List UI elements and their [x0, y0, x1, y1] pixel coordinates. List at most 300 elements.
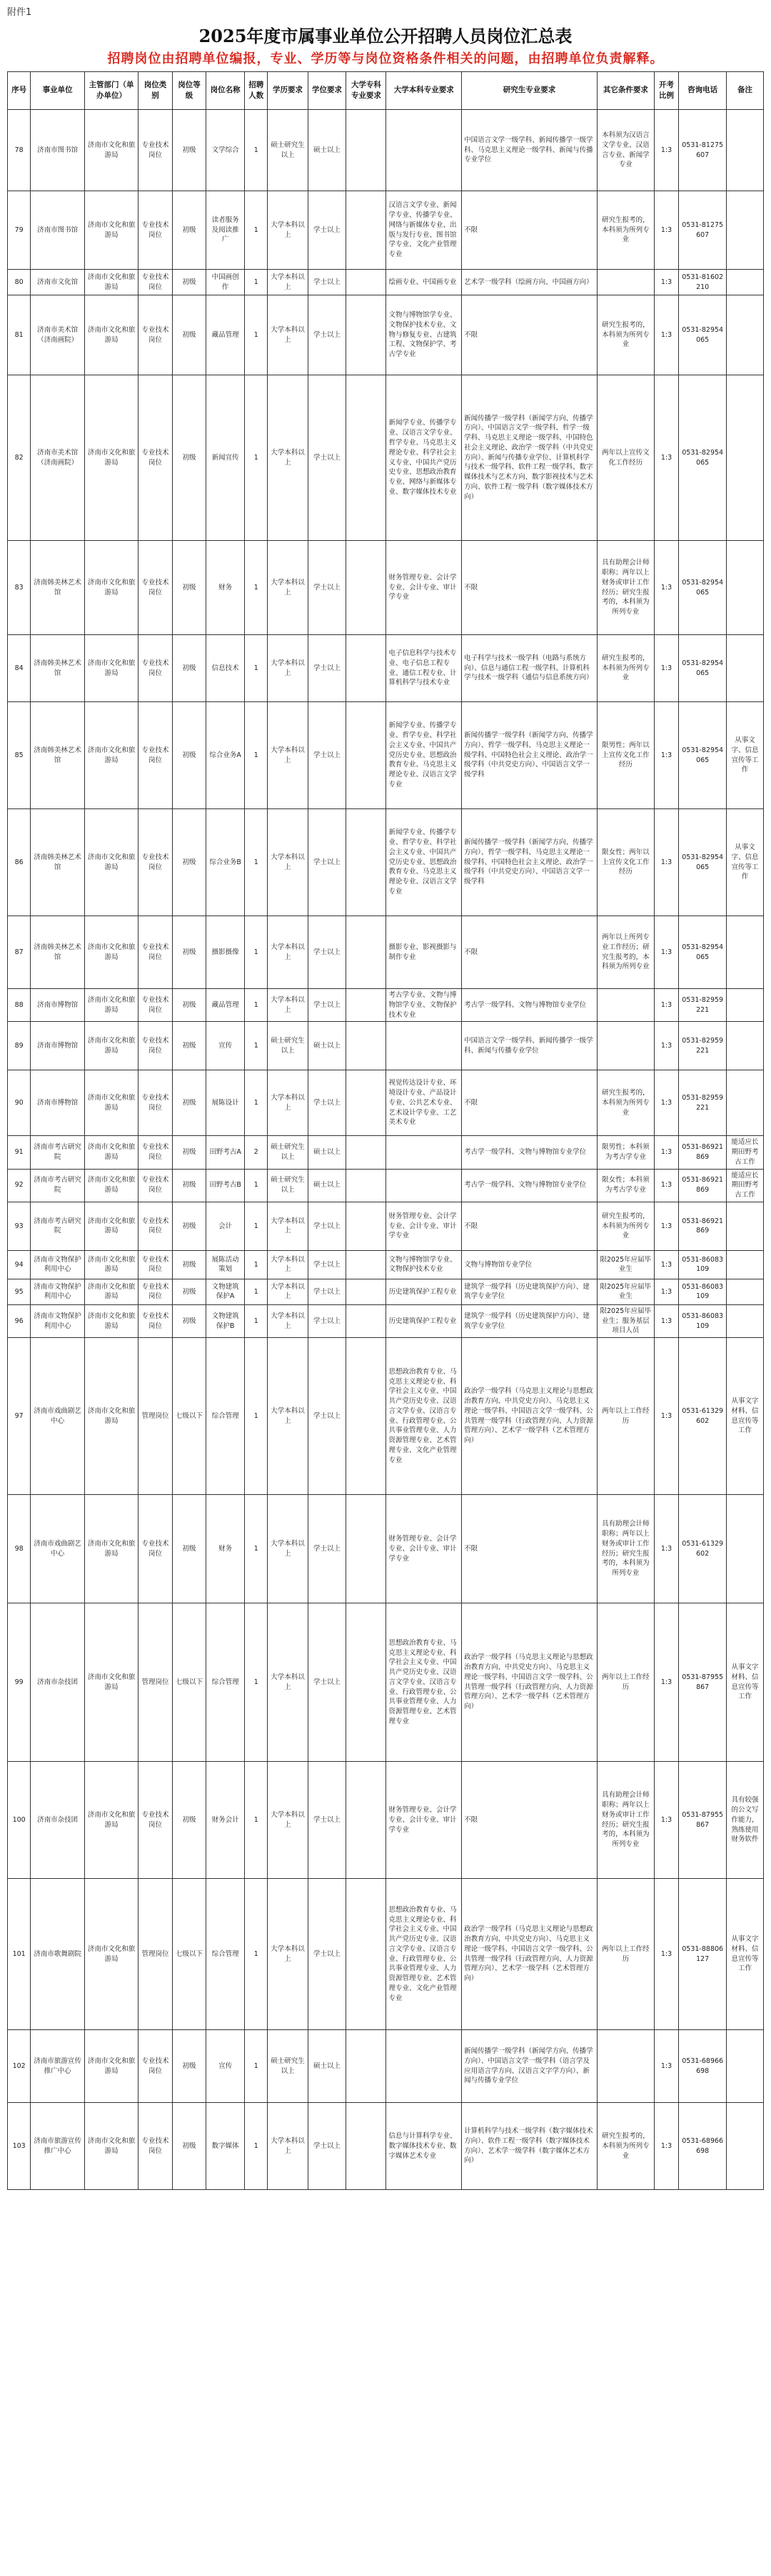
- row-number: 79: [8, 191, 31, 270]
- column-header: 岗位等级: [172, 72, 206, 110]
- dept-cell: 济南市文化和旅游局: [84, 295, 138, 375]
- type-cell: 专业技术岗位: [138, 1202, 172, 1250]
- table-row: [8, 270, 764, 295]
- position-name-cell: 新闻宣传: [206, 375, 245, 541]
- column-header: 研究生专业要求: [462, 72, 598, 110]
- position-name-cell: 综合管理: [206, 1338, 245, 1495]
- degree-cell: 学士以上: [308, 809, 346, 916]
- position-name-cell: 展陈活动策划: [206, 1250, 245, 1279]
- position-name-cell: 藏品管理: [206, 989, 245, 1022]
- type-cell: 专业技术岗位: [138, 110, 172, 191]
- type-cell: 专业技术岗位: [138, 1250, 172, 1279]
- phone-cell: 0531-87955867: [679, 1762, 727, 1879]
- unit-cell: 济南市歌舞剧院: [31, 1879, 84, 2030]
- exam-ratio-cell: 1:3: [654, 1495, 679, 1603]
- phone-cell: 0531-82954065: [679, 702, 727, 809]
- education-cell: 大学本科以上: [268, 375, 308, 541]
- dept-cell: 济南市文化和旅游局: [84, 1338, 138, 1495]
- column-header: 大学专科专业要求: [346, 72, 386, 110]
- note-cell: [727, 110, 764, 191]
- table-row: [8, 1279, 764, 1304]
- unit-cell: 济南市文物保护利用中心: [31, 1304, 84, 1337]
- note-cell: [727, 1022, 764, 1070]
- other-requirements-cell: 研究生报考的，本科须为所列专业: [597, 295, 654, 375]
- unit-cell: 济南韩美林艺术馆: [31, 702, 84, 809]
- phone-cell: 0531-81275607: [679, 110, 727, 191]
- position-name-cell: 文学综合: [206, 110, 245, 191]
- row-number: 85: [8, 702, 31, 809]
- headcount-cell: 1: [245, 191, 268, 270]
- note-cell: 从事文字材料、信息宣传等工作: [727, 1603, 764, 1762]
- unit-cell: 济南韩美林艺术馆: [31, 541, 84, 635]
- bachelor-major-cell: 财务管理专业、会计学专业、会计专业、审计学专业: [386, 541, 462, 635]
- row-number: 95: [8, 1279, 31, 1304]
- dept-cell: 济南市文化和旅游局: [84, 1250, 138, 1279]
- other-requirements-cell: 限女性；本科须为考古学专业: [597, 1169, 654, 1202]
- bachelor-major-cell: 财务管理专业、会计学专业、会计专业、审计学专业: [386, 1762, 462, 1879]
- college-major-cell: [346, 1022, 386, 1070]
- table-row: [8, 1169, 764, 1202]
- position-name-cell: 会计: [206, 1202, 245, 1250]
- table-row: [8, 1762, 764, 1879]
- unit-cell: 济南市考古研究院: [31, 1136, 84, 1169]
- note-cell: [727, 375, 764, 541]
- phone-cell: 0531-68966698: [679, 2103, 727, 2190]
- education-cell: 大学本科以上: [268, 1070, 308, 1136]
- degree-cell: 学士以上: [308, 702, 346, 809]
- row-number: 87: [8, 916, 31, 989]
- row-number: 93: [8, 1202, 31, 1250]
- education-cell: 大学本科以上: [268, 1338, 308, 1495]
- college-major-cell: [346, 1495, 386, 1603]
- position-name-cell: 宣传: [206, 1022, 245, 1070]
- table-row: [8, 191, 764, 270]
- other-requirements-cell: [597, 989, 654, 1022]
- positions-table: [7, 71, 764, 2190]
- headcount-cell: 1: [245, 1603, 268, 1762]
- education-cell: 大学本科以上: [268, 1495, 308, 1603]
- table-row: [8, 989, 764, 1022]
- phone-cell: 0531-82954065: [679, 809, 727, 916]
- exam-ratio-cell: 1:3: [654, 1762, 679, 1879]
- note-cell: [727, 1495, 764, 1603]
- degree-cell: 学士以上: [308, 916, 346, 989]
- bachelor-major-cell: [386, 1136, 462, 1169]
- graduate-major-cell: 电子科学与技术一级学科（电路与系统方向）、信息与通信工程一级学科、计算机科学与技术一级学科（通信与信息系统方向）: [462, 635, 598, 702]
- table-row: [8, 295, 764, 375]
- unit-cell: 济南市博物馆: [31, 1022, 84, 1070]
- bachelor-major-cell: 汉语言文学专业、新闻学专业、传播学专业、网络与新媒体专业、出版与发行专业、图书馆学专业、文化产业管理专业: [386, 191, 462, 270]
- dept-cell: 济南市文化和旅游局: [84, 635, 138, 702]
- headcount-cell: 1: [245, 635, 268, 702]
- bachelor-major-cell: 新闻学专业、传播学专业、汉语言文学专业、哲学专业、马克思主义理论专业、科学社会主义专业、中国共产党历史专业、思想政治教育专业、网络与新媒体专业、数字媒体技术专业: [386, 375, 462, 541]
- exam-ratio-cell: 1:3: [654, 809, 679, 916]
- exam-ratio-cell: 1:3: [654, 916, 679, 989]
- row-number: 91: [8, 1136, 31, 1169]
- education-cell: 硕士研究生以上: [268, 1022, 308, 1070]
- note-cell: 从事文字、信息宣传等工作: [727, 702, 764, 809]
- type-cell: 专业技术岗位: [138, 989, 172, 1022]
- bachelor-major-cell: 信息与计算科学专业、数字媒体技术专业、数字媒体艺术专业: [386, 2103, 462, 2190]
- note-cell: 能适应长期田野考古工作: [727, 1169, 764, 1202]
- education-cell: 大学本科以上: [268, 1762, 308, 1879]
- unit-cell: 济南市考古研究院: [31, 1169, 84, 1202]
- dept-cell: 济南市文化和旅游局: [84, 375, 138, 541]
- phone-cell: 0531-81602210: [679, 270, 727, 295]
- row-number: 78: [8, 110, 31, 191]
- note-cell: [727, 2103, 764, 2190]
- position-name-cell: 田野考古B: [206, 1169, 245, 1202]
- college-major-cell: [346, 1338, 386, 1495]
- college-major-cell: [346, 1279, 386, 1304]
- bachelor-major-cell: 考古学专业、文物与博物馆学专业、文物保护技术专业: [386, 989, 462, 1022]
- level-cell: 初级: [172, 2030, 206, 2103]
- bachelor-major-cell: 思想政治教育专业、马克思主义理论专业、科学社会主义专业、中国共产党历史专业、汉语言文学专业、汉语言专业、行政管理专业、公共事业管理专业、人力资源管理专业、艺术管理专业、文化产业管理专业: [386, 1879, 462, 2030]
- graduate-major-cell: 不限: [462, 916, 598, 989]
- dept-cell: 济南市文化和旅游局: [84, 2030, 138, 2103]
- row-number: 82: [8, 375, 31, 541]
- row-number: 102: [8, 2030, 31, 2103]
- education-cell: 大学本科以上: [268, 809, 308, 916]
- type-cell: 专业技术岗位: [138, 191, 172, 270]
- level-cell: 初级: [172, 989, 206, 1022]
- note-cell: [727, 295, 764, 375]
- level-cell: 初级: [172, 1304, 206, 1337]
- type-cell: 专业技术岗位: [138, 1070, 172, 1136]
- exam-ratio-cell: 1:3: [654, 1169, 679, 1202]
- degree-cell: 学士以上: [308, 989, 346, 1022]
- column-header: 招聘人数: [245, 72, 268, 110]
- degree-cell: 硕士以上: [308, 1169, 346, 1202]
- level-cell: 初级: [172, 1070, 206, 1136]
- dept-cell: 济南市文化和旅游局: [84, 1070, 138, 1136]
- unit-cell: 济南市美术馆（济南画院）: [31, 295, 84, 375]
- college-major-cell: [346, 1762, 386, 1879]
- education-cell: 硕士研究生以上: [268, 2030, 308, 2103]
- headcount-cell: 1: [245, 916, 268, 989]
- headcount-cell: 1: [245, 1070, 268, 1136]
- college-major-cell: [346, 635, 386, 702]
- other-requirements-cell: 本科须为汉语言文学专业、汉语言专业、新闻学专业: [597, 110, 654, 191]
- column-header: 学历要求: [268, 72, 308, 110]
- type-cell: 专业技术岗位: [138, 1136, 172, 1169]
- headcount-cell: 1: [245, 375, 268, 541]
- college-major-cell: [346, 2103, 386, 2190]
- graduate-major-cell: 中国语言文学一级学科、新闻传播学一级学科、新闻与传播专业学位: [462, 1022, 598, 1070]
- position-name-cell: 文物建筑保护A: [206, 1279, 245, 1304]
- degree-cell: 学士以上: [308, 635, 346, 702]
- row-number: 103: [8, 2103, 31, 2190]
- table-row: [8, 110, 764, 191]
- headcount-cell: 1: [245, 1279, 268, 1304]
- type-cell: 专业技术岗位: [138, 635, 172, 702]
- notice-text: 招聘岗位由招聘单位编报，专业、学历等与岗位资格条件相关的问题，由招聘单位负责解释。: [107, 51, 664, 66]
- position-name-cell: 文物建筑保护B: [206, 1304, 245, 1337]
- note-cell: 能适应长期田野考古工作: [727, 1136, 764, 1169]
- education-cell: 大学本科以上: [268, 270, 308, 295]
- headcount-cell: 1: [245, 1250, 268, 1279]
- column-header: 备注: [727, 72, 764, 110]
- education-cell: 大学本科以上: [268, 191, 308, 270]
- degree-cell: 学士以上: [308, 270, 346, 295]
- unit-cell: 济南市旅游宣传推广中心: [31, 2103, 84, 2190]
- bachelor-major-cell: 电子信息科学与技术专业、电子信息工程专业、通信工程专业、计算机科学与技术专业: [386, 635, 462, 702]
- exam-ratio-cell: 1:3: [654, 270, 679, 295]
- education-cell: 硕士研究生以上: [268, 110, 308, 191]
- position-name-cell: 财务: [206, 1495, 245, 1603]
- education-cell: 大学本科以上: [268, 2103, 308, 2190]
- degree-cell: 硕士以上: [308, 2030, 346, 2103]
- education-cell: 大学本科以上: [268, 1304, 308, 1337]
- education-cell: 大学本科以上: [268, 1250, 308, 1279]
- exam-ratio-cell: 1:3: [654, 2030, 679, 2103]
- row-number: 94: [8, 1250, 31, 1279]
- table-row: [8, 1304, 764, 1337]
- dept-cell: 济南市文化和旅游局: [84, 1495, 138, 1603]
- dept-cell: 济南市文化和旅游局: [84, 1603, 138, 1762]
- headcount-cell: 1: [245, 2030, 268, 2103]
- other-requirements-cell: 限2025年应届毕业生: [597, 1250, 654, 1279]
- level-cell: 初级: [172, 2103, 206, 2190]
- bachelor-major-cell: 文物与博物馆学专业、文物保护技术专业、文物与修复专业、古建筑工程、文物保护学、考古学专业: [386, 295, 462, 375]
- college-major-cell: [346, 295, 386, 375]
- bachelor-major-cell: 财务管理专业、会计学专业、会计专业、审计学专业: [386, 1202, 462, 1250]
- other-requirements-cell: 两年以上所列专业工作经历；研究生报考的，本科须为所列专业: [597, 916, 654, 989]
- position-name-cell: 中国画创作: [206, 270, 245, 295]
- bachelor-major-cell: [386, 1022, 462, 1070]
- exam-ratio-cell: 1:3: [654, 1879, 679, 2030]
- note-cell: [727, 1279, 764, 1304]
- college-major-cell: [346, 110, 386, 191]
- headcount-cell: 1: [245, 541, 268, 635]
- education-cell: 大学本科以上: [268, 541, 308, 635]
- bachelor-major-cell: 新闻学专业、传播学专业、哲学专业、科学社会主义专业、中国共产党历史专业、思想政治教育专业、马克思主义理论专业、汉语言文学专业: [386, 702, 462, 809]
- college-major-cell: [346, 541, 386, 635]
- dept-cell: 济南市文化和旅游局: [84, 1169, 138, 1202]
- position-name-cell: 综合管理: [206, 1603, 245, 1762]
- dept-cell: 济南市文化和旅游局: [84, 1879, 138, 2030]
- row-number: 84: [8, 635, 31, 702]
- dept-cell: 济南市文化和旅游局: [84, 809, 138, 916]
- education-cell: 大学本科以上: [268, 295, 308, 375]
- row-number: 101: [8, 1879, 31, 2030]
- table-row: [8, 375, 764, 541]
- column-header: 岗位名称: [206, 72, 245, 110]
- college-major-cell: [346, 1603, 386, 1762]
- other-requirements-cell: [597, 270, 654, 295]
- column-header: 主管部门（单办单位）: [84, 72, 138, 110]
- graduate-major-cell: 政治学一级学科（马克思主义理论与思想政治教育方向、中共党史方向）、马克思主义理论一级学科、中国语言文学一级学科、公共管理一级学科（行政管理方向、人力资源管理方向）、艺术学一级学科（艺术管理方向）: [462, 1338, 598, 1495]
- position-name-cell: 综合业务A: [206, 702, 245, 809]
- dept-cell: 济南市文化和旅游局: [84, 1304, 138, 1337]
- headcount-cell: 1: [245, 1879, 268, 2030]
- level-cell: 七级以下: [172, 1603, 206, 1762]
- row-number: 97: [8, 1338, 31, 1495]
- degree-cell: 学士以上: [308, 541, 346, 635]
- headcount-cell: 1: [245, 1762, 268, 1879]
- college-major-cell: [346, 916, 386, 989]
- college-major-cell: [346, 1202, 386, 1250]
- exam-ratio-cell: 1:3: [654, 541, 679, 635]
- table-header-row: [8, 72, 764, 110]
- type-cell: 管理岗位: [138, 1879, 172, 2030]
- exam-ratio-cell: 1:3: [654, 375, 679, 541]
- graduate-major-cell: 建筑学一级学科（历史建筑保护方向）、建筑学专业学位: [462, 1304, 598, 1337]
- bachelor-major-cell: [386, 2030, 462, 2103]
- type-cell: 专业技术岗位: [138, 2030, 172, 2103]
- other-requirements-cell: 研究生报考的，本科须为所列专业: [597, 1070, 654, 1136]
- dept-cell: 济南市文化和旅游局: [84, 1202, 138, 1250]
- type-cell: 管理岗位: [138, 1603, 172, 1762]
- table-row: [8, 1136, 764, 1169]
- college-major-cell: [346, 191, 386, 270]
- dept-cell: 济南市文化和旅游局: [84, 191, 138, 270]
- headcount-cell: 1: [245, 270, 268, 295]
- college-major-cell: [346, 1136, 386, 1169]
- other-requirements-cell: [597, 1022, 654, 1070]
- dept-cell: 济南市文化和旅游局: [84, 270, 138, 295]
- exam-ratio-cell: 1:3: [654, 1022, 679, 1070]
- graduate-major-cell: 不限: [462, 1495, 598, 1603]
- type-cell: 专业技术岗位: [138, 1169, 172, 1202]
- type-cell: 专业技术岗位: [138, 375, 172, 541]
- other-requirements-cell: [597, 2030, 654, 2103]
- unit-cell: 济南市文物保护利用中心: [31, 1279, 84, 1304]
- table-row: [8, 1338, 764, 1495]
- headcount-cell: 2: [245, 1136, 268, 1169]
- degree-cell: 学士以上: [308, 1879, 346, 2030]
- exam-ratio-cell: 1:3: [654, 989, 679, 1022]
- position-name-cell: 信息技术: [206, 635, 245, 702]
- level-cell: 初级: [172, 916, 206, 989]
- note-cell: [727, 989, 764, 1022]
- education-cell: 大学本科以上: [268, 989, 308, 1022]
- type-cell: 专业技术岗位: [138, 2103, 172, 2190]
- other-requirements-cell: 两年以上宣传文化工作经历: [597, 375, 654, 541]
- phone-cell: 0531-86083109: [679, 1279, 727, 1304]
- dept-cell: 济南市文化和旅游局: [84, 1762, 138, 1879]
- degree-cell: 学士以上: [308, 1495, 346, 1603]
- position-name-cell: 财务: [206, 541, 245, 635]
- note-cell: [727, 1304, 764, 1337]
- note-cell: [727, 191, 764, 270]
- unit-cell: 济南市博物馆: [31, 989, 84, 1022]
- phone-cell: 0531-68966698: [679, 2030, 727, 2103]
- type-cell: 专业技术岗位: [138, 295, 172, 375]
- dept-cell: 济南市文化和旅游局: [84, 2103, 138, 2190]
- dept-cell: 济南市文化和旅游局: [84, 541, 138, 635]
- education-cell: 大学本科以上: [268, 635, 308, 702]
- table-row: [8, 1070, 764, 1136]
- phone-cell: 0531-82954065: [679, 541, 727, 635]
- level-cell: 初级: [172, 110, 206, 191]
- unit-cell: 济南市博物馆: [31, 1070, 84, 1136]
- other-requirements-cell: 两年以上工作经历: [597, 1338, 654, 1495]
- table-row: [8, 1022, 764, 1070]
- unit-cell: 济南市图书馆: [31, 110, 84, 191]
- college-major-cell: [346, 702, 386, 809]
- phone-cell: 0531-86921869: [679, 1169, 727, 1202]
- position-name-cell: 综合管理: [206, 1879, 245, 2030]
- phone-cell: 0531-82954065: [679, 375, 727, 541]
- other-requirements-cell: 研究生报考的，本科须为所列专业: [597, 635, 654, 702]
- other-requirements-cell: 研究生报考的，本科须为所列专业: [597, 2103, 654, 2190]
- headcount-cell: 1: [245, 989, 268, 1022]
- type-cell: 专业技术岗位: [138, 1279, 172, 1304]
- graduate-major-cell: 文物与博物馆专业学位: [462, 1250, 598, 1279]
- graduate-major-cell: 不限: [462, 541, 598, 635]
- college-major-cell: [346, 809, 386, 916]
- exam-ratio-cell: 1:3: [654, 635, 679, 702]
- dept-cell: 济南市文化和旅游局: [84, 916, 138, 989]
- phone-cell: 0531-61329602: [679, 1338, 727, 1495]
- note-cell: 具有较强的公文写作能力，熟练使用财务软件: [727, 1762, 764, 1879]
- table-row: [8, 1603, 764, 1762]
- table-row: [8, 1495, 764, 1603]
- other-requirements-cell: 限2025年应届毕业生；服务基层项目人员: [597, 1304, 654, 1337]
- graduate-major-cell: 政治学一级学科（马克思主义理论与思想政治教育方向、中共党史方向）、马克思主义理论一级学科、中国语言文学一级学科、公共管理一级学科（行政管理方向、人力资源管理方向）、艺术学一级学科（艺术管理方向）: [462, 1879, 598, 2030]
- exam-ratio-cell: 1:3: [654, 1202, 679, 1250]
- other-requirements-cell: 研究生报考的，本科须为所列专业: [597, 191, 654, 270]
- degree-cell: 硕士以上: [308, 1022, 346, 1070]
- table-row: [8, 541, 764, 635]
- other-requirements-cell: 具有助理会计师职称；两年以上财务或审计工作经历；研究生报考的，本科须为所列专业: [597, 1762, 654, 1879]
- headcount-cell: 1: [245, 809, 268, 916]
- level-cell: 七级以下: [172, 1879, 206, 2030]
- headcount-cell: 1: [245, 702, 268, 809]
- exam-ratio-cell: 1:3: [654, 1250, 679, 1279]
- note-cell: [727, 2030, 764, 2103]
- attachment-label: 附件1: [7, 7, 32, 18]
- position-name-cell: 宣传: [206, 2030, 245, 2103]
- table-row: [8, 2030, 764, 2103]
- other-requirements-cell: 具有助理会计师职称；两年以上财务或审计工作经历；研究生报考的，本科须为所列专业: [597, 1495, 654, 1603]
- education-cell: 硕士研究生以上: [268, 1136, 308, 1169]
- position-name-cell: 展陈设计: [206, 1070, 245, 1136]
- position-name-cell: 读者服务及阅读推广: [206, 191, 245, 270]
- bachelor-major-cell: 思想政治教育专业、马克思主义理论专业、科学社会主义专业、中国共产党历史专业、汉语言文学专业、汉语言专业、行政管理专业、公共事业管理专业、人力资源管理专业、艺术管理专业、文化产业管理专业: [386, 1338, 462, 1495]
- table-row: [8, 1879, 764, 2030]
- level-cell: 初级: [172, 191, 206, 270]
- dept-cell: 济南市文化和旅游局: [84, 1279, 138, 1304]
- headcount-cell: 1: [245, 110, 268, 191]
- row-number: 90: [8, 1070, 31, 1136]
- row-number: 80: [8, 270, 31, 295]
- bachelor-major-cell: 绘画专业、中国画专业: [386, 270, 462, 295]
- college-major-cell: [346, 1250, 386, 1279]
- column-header: 岗位类别: [138, 72, 172, 110]
- note-cell: [727, 1250, 764, 1279]
- college-major-cell: [346, 2030, 386, 2103]
- college-major-cell: [346, 1070, 386, 1136]
- table-row: [8, 1250, 764, 1279]
- note-cell: 从事文字材料、信息宣传等工作: [727, 1338, 764, 1495]
- type-cell: 专业技术岗位: [138, 270, 172, 295]
- row-number: 98: [8, 1495, 31, 1603]
- exam-ratio-cell: 1:3: [654, 1338, 679, 1495]
- bachelor-major-cell: 思想政治教育专业、马克思主义理论专业、科学社会主义专业、中国共产党历史专业、汉语言文学专业、汉语言专业、行政管理专业、公共事业管理专业、人力资源管理专业、艺术管理专业: [386, 1603, 462, 1762]
- row-number: 86: [8, 809, 31, 916]
- unit-cell: 济南市戏曲剧艺中心: [31, 1495, 84, 1603]
- position-name-cell: 财务会计: [206, 1762, 245, 1879]
- phone-cell: 0531-86083109: [679, 1304, 727, 1337]
- level-cell: 初级: [172, 1495, 206, 1603]
- headcount-cell: 1: [245, 1495, 268, 1603]
- headcount-cell: 1: [245, 1022, 268, 1070]
- degree-cell: 学士以上: [308, 1202, 346, 1250]
- education-cell: 硕士研究生以上: [268, 1169, 308, 1202]
- table-row: [8, 916, 764, 989]
